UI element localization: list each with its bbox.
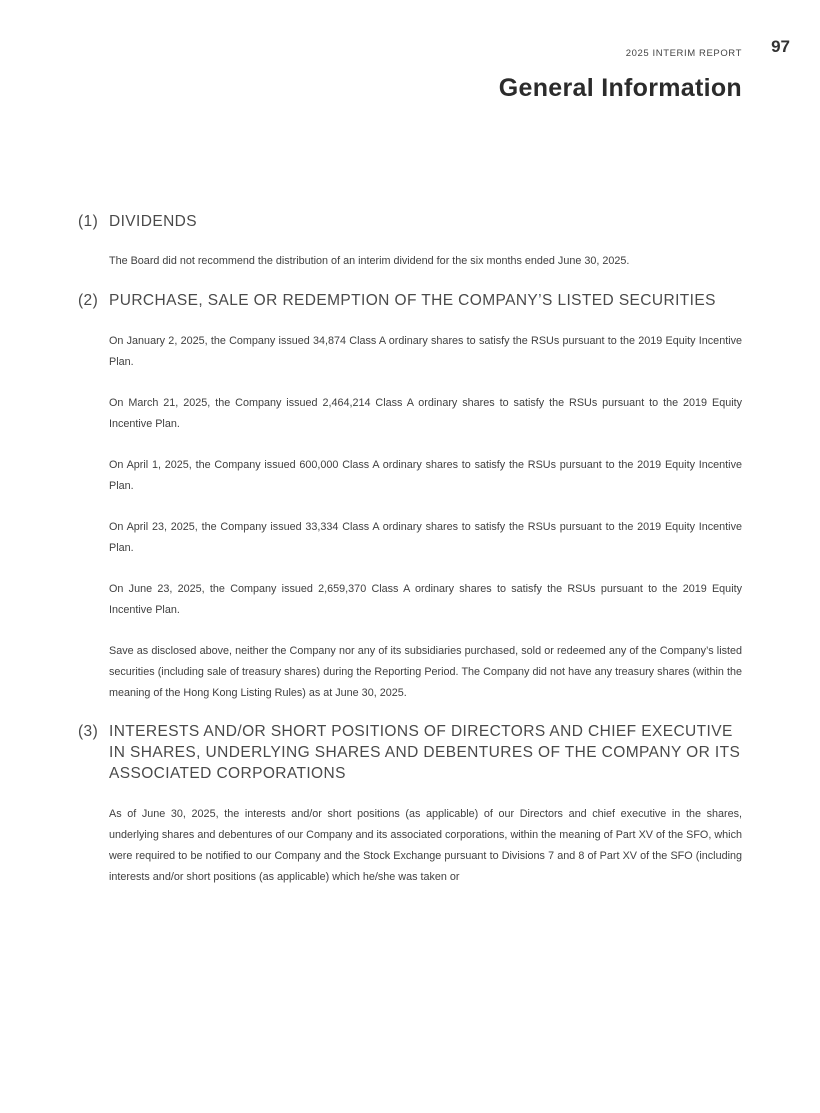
- paragraph: On April 1, 2025, the Company issued 600,000 Class A ordinary shares to satisfy the RSUs pursuant to the 2019 Equity Incentive Plan.: [109, 459, 742, 492]
- paragraph: On June 23, 2025, the Company issued 2,659,370 Class A ordinary shares to satisfy the RSUs pursuant to the 2019 Equity Incentive Plan.: [109, 583, 742, 616]
- section-number: (1): [78, 213, 99, 230]
- section-number: (3): [78, 723, 99, 740]
- section-title: DIVIDENDS: [109, 213, 198, 230]
- page-number: 97: [771, 37, 790, 56]
- paragraph: Save as disclosed above, neither the Company nor any of its subsidiaries purchased, sold or redeemed any of the Company’s listed securities (including sale of treasury shares) during the Reporting Period. The Company did not have any treasury shares (within the meaning of the Hong Kong Listing Rules) as at June 30, 2025.: [109, 645, 742, 699]
- section-heading: [78, 290, 742, 311]
- section-title: PURCHASE, SALE OR REDEMPTION OF THE COMPANY’S LISTED SECURITIES: [109, 292, 716, 309]
- section-number: (2): [78, 292, 99, 309]
- section-dividends: [78, 211, 742, 272]
- report-label: 2025 INTERIM REPORT: [625, 48, 742, 59]
- section-directors-interests: [78, 721, 742, 888]
- main-content: [78, 211, 742, 888]
- paragraph: The Board did not recommend the distribution of an interim dividend for the six months ended June 30, 2025.: [109, 255, 630, 267]
- section-heading: [78, 211, 742, 232]
- section-title: INTERESTS AND/OR SHORT POSITIONS OF DIRECTORS AND CHIEF EXECUTIVE IN SHARES, UNDERLYING SHARES AND DEBENTURES OF THE COMPANY OR ITS ASSOCIATED CORPORATIONS: [109, 723, 741, 782]
- paragraph: As of June 30, 2025, the interests and/or short positions (as applicable) of our Directors and chief executive in the shares, underlying shares and debentures of our Company and its associated corporations, within the meaning of Part XV of the SFO, which were required to be notified to our Company and the Stock Exchange pursuant to Divisions 7 and 8 of Part XV of the SFO (including interests and/or short positions (as applicable) which he/she was taken or: [109, 808, 742, 883]
- section-listed-securities: [78, 290, 742, 704]
- section-heading: [78, 721, 742, 784]
- paragraph: On January 2, 2025, the Company issued 34,874 Class A ordinary shares to satisfy the RSUs pursuant to the 2019 Equity Incentive Plan.: [109, 335, 742, 368]
- paragraph: On April 23, 2025, the Company issued 33,334 Class A ordinary shares to satisfy the RSUs pursuant to the 2019 Equity Incentive Plan.: [109, 521, 742, 554]
- paragraph: On March 21, 2025, the Company issued 2,464,214 Class A ordinary shares to satisfy the RSUs pursuant to the 2019 Equity Incentive Plan.: [109, 397, 742, 430]
- page-title: General Information: [498, 74, 742, 102]
